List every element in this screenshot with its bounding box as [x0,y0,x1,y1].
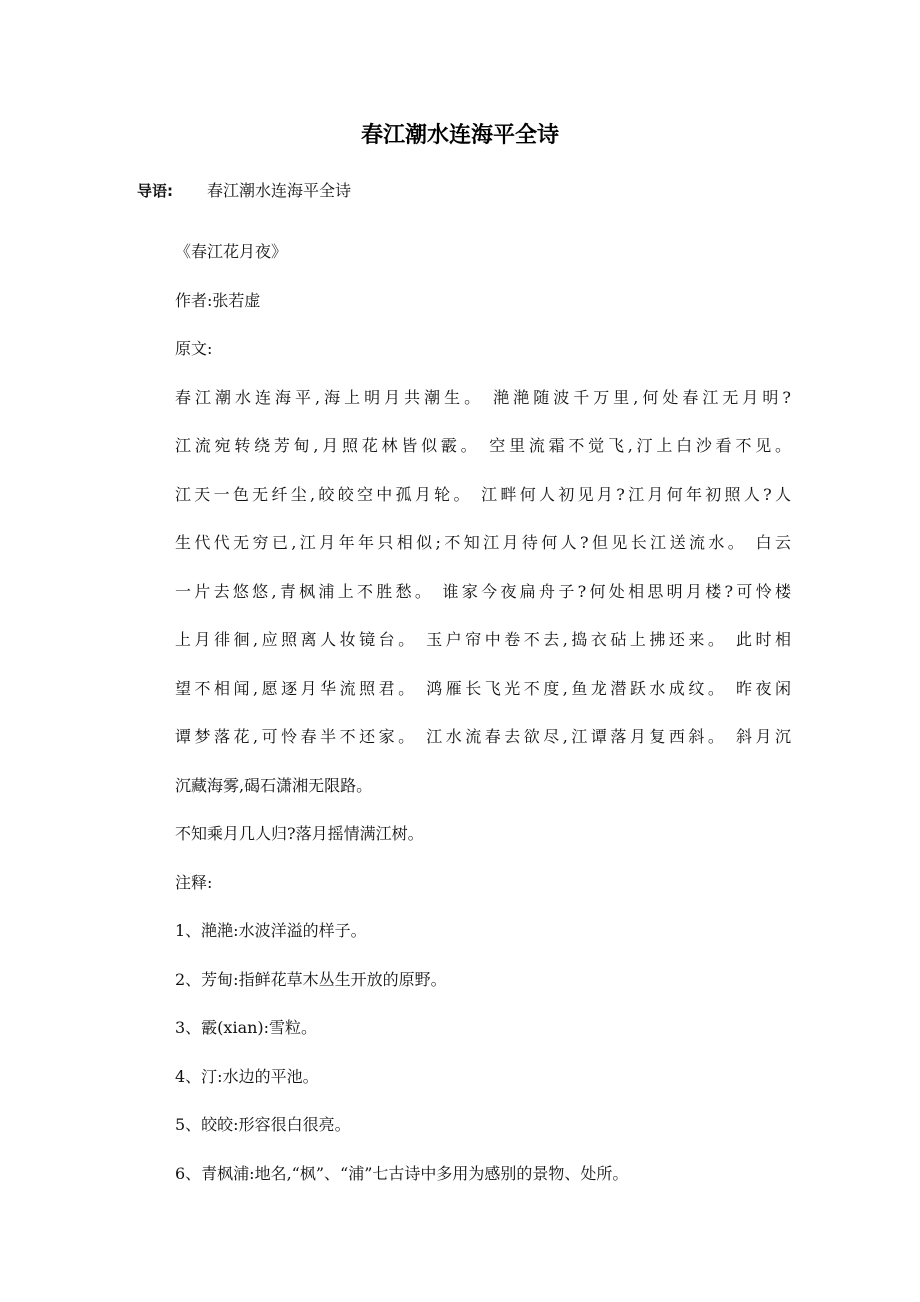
note-item: 2、芳甸:指鲜花草木丛生开放的原野。 [175,969,447,989]
author-line: 作者:张若虚 [175,290,261,310]
poem-line: 沉藏海雾,碣石潇湘无限路。 [175,775,373,795]
poem-line: 春江潮水连海平,海上明月共潮生。 滟滟随波千万里,何处春江无月明? [175,387,791,407]
original-label: 原文: [175,339,213,358]
document-title: 春江潮水连海平全诗 [360,123,559,148]
note-item: 5、皎皎:形容很白很亮。 [175,1115,351,1134]
poem-line: 江流宛转绕芳甸,月照花林皆似霰。 空里流霜不觉飞,汀上白沙看不见。 [175,436,791,455]
poem-line: 望不相闻,愿逐月华流照君。 鸿雁长飞光不度,鱼龙潜跃水成纹。 昨夜闲 [175,678,791,698]
poem-line: 上月徘徊,应照离人妆镜台。 玉户帘中卷不去,捣衣砧上拂还来。 此时相 [175,630,791,649]
intro-line [137,178,351,201]
poem-line: 生代代无穷已,江月年年只相似;不知江月待何人?但见长江送流水。 白云 [175,533,791,552]
poem-line: 谭梦落花,可怜春半不还家。 江水流春去欲尽,江谭落月复西斜。 斜月沉 [175,727,791,746]
intro-value: 春江潮水连海平全诗 [207,181,352,200]
document-body [175,228,795,1198]
closing-line: 不知乘月几人归?落月摇情满江树。 [175,824,424,843]
note-item: 1、滟滟:水波洋溢的样子。 [175,921,367,940]
note-item: 4、汀:水边的平池。 [175,1066,319,1086]
poem-line: 一片去悠悠,青枫浦上不胜愁。 谁家今夜扁舟子?何处相思明月楼?可怜楼 [175,581,791,601]
poem-title: 《春江花月夜》 [175,242,288,261]
notes-label: 注释: [175,872,213,892]
note-item: 6、青枫浦:地名,“枫”、“浦”七古诗中多用为感别的景物、处所。 [175,1163,629,1183]
poem-line: 江天一色无纤尘,皎皎空中孤月轮。 江畔何人初见月?江月何年初照人?人 [175,484,791,504]
note-item: 3、霰(xian):雪粒。 [175,1018,318,1037]
intro-label: 导语: [137,182,173,200]
